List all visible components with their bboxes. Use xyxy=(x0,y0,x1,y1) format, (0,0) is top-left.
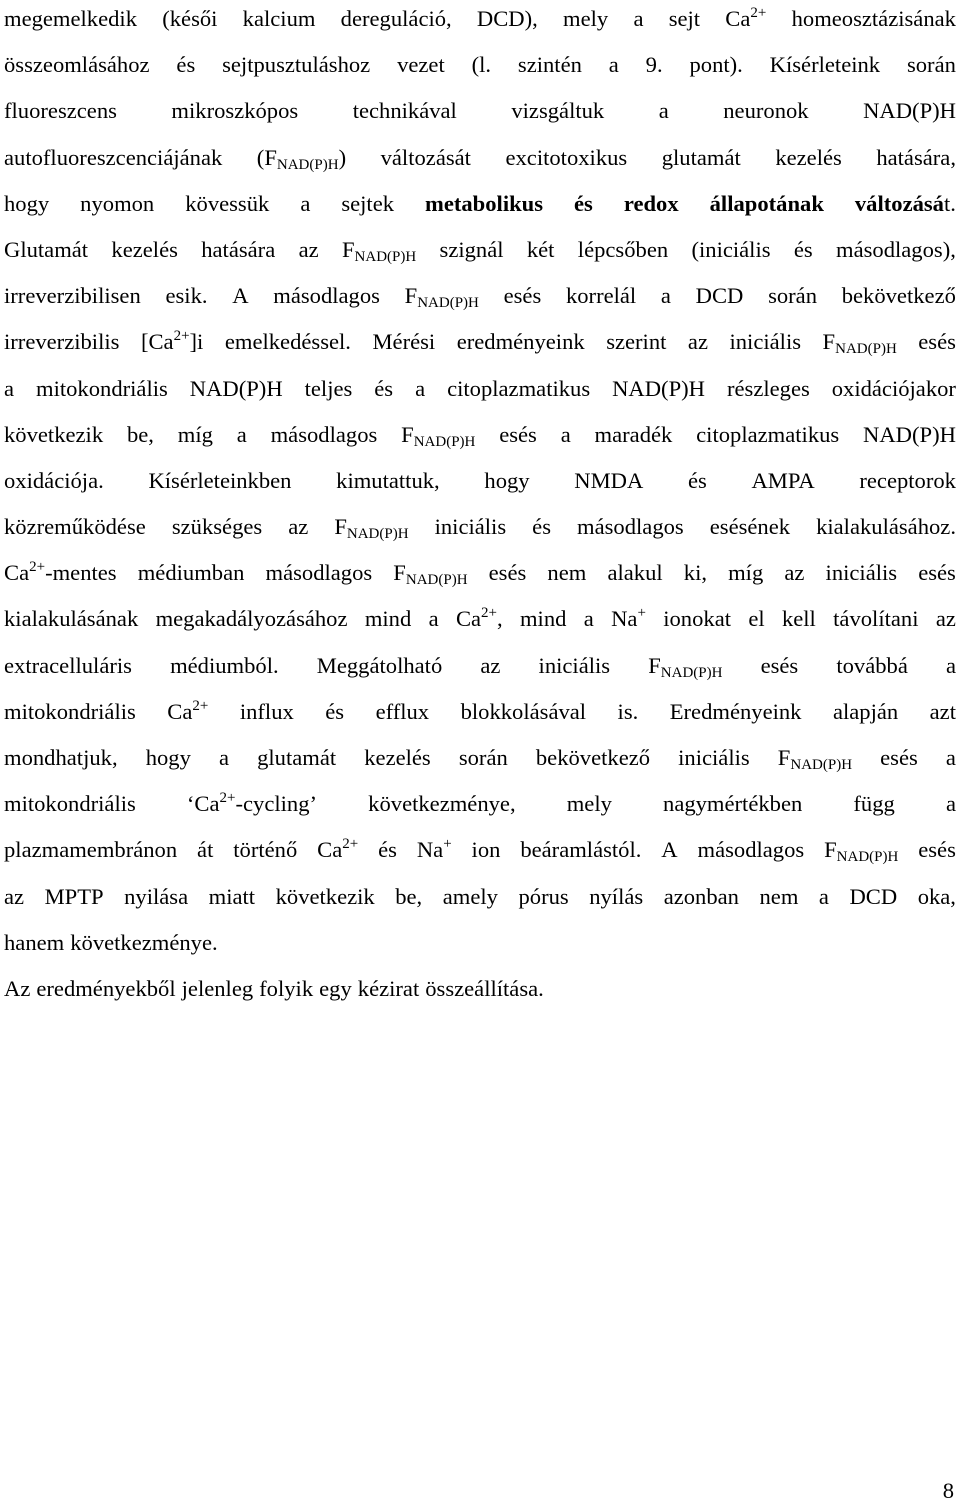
word: iniciális xyxy=(434,514,507,540)
word: nyilása xyxy=(124,883,189,909)
word: a xyxy=(945,652,956,678)
word: hanem xyxy=(4,929,65,955)
word: homeosztázisának xyxy=(791,6,956,31)
word: maradék xyxy=(594,421,673,447)
word: lépcsőben xyxy=(577,236,669,262)
word: Na+ xyxy=(611,605,646,632)
word: Az xyxy=(4,975,31,1001)
word: nagymértékben xyxy=(663,791,803,817)
word: autofluoreszcenciájának xyxy=(4,144,223,170)
word: és xyxy=(793,236,813,262)
word: során xyxy=(458,745,508,770)
word: mitokondriális xyxy=(4,698,136,724)
word: irreverzibilis xyxy=(4,329,120,355)
word: glutamát xyxy=(661,144,741,170)
word: iniciális xyxy=(678,745,750,770)
word: Meggátolható xyxy=(316,652,443,678)
text-line xyxy=(4,643,956,689)
word: hatására xyxy=(201,236,276,262)
word: metabolikus xyxy=(425,190,544,216)
word: $F_{NAD(P)H}$ xyxy=(824,837,899,866)
word: alapján xyxy=(832,698,899,724)
word: mely xyxy=(563,6,609,31)
word: nem xyxy=(759,883,799,909)
text-line xyxy=(4,874,956,920)
text-line xyxy=(4,966,956,1012)
word: médiumban xyxy=(137,560,245,586)
word: NMDA xyxy=(574,467,644,493)
word: mely xyxy=(566,791,612,817)
word: blokkolásával xyxy=(460,698,587,724)
word: esés xyxy=(918,560,956,586)
word: (késői xyxy=(162,6,218,31)
word: DCD xyxy=(695,283,744,309)
word: fluoreszcens xyxy=(4,98,117,124)
word: eredményeink xyxy=(456,329,585,355)
word: a xyxy=(945,791,956,817)
word: esés xyxy=(918,837,956,863)
word: pont). xyxy=(689,52,743,78)
word: azt xyxy=(929,698,956,724)
word: Kísérleteink xyxy=(769,52,881,78)
word: a xyxy=(583,606,594,632)
word: mind xyxy=(519,606,567,632)
word: Eredményeink xyxy=(669,698,802,724)
word: át xyxy=(197,837,214,863)
word: a xyxy=(428,606,439,632)
word: az xyxy=(288,514,309,540)
word: nem xyxy=(547,560,587,586)
word: NAD(P)H xyxy=(863,421,956,447)
word: kialakulásához. xyxy=(816,514,956,540)
text-line xyxy=(4,689,956,735)
word: összeállítása. xyxy=(425,975,544,1001)
word: NAD(P)H xyxy=(189,375,283,401)
word: a xyxy=(300,190,311,216)
word: hogy xyxy=(484,467,530,493)
word: sejt xyxy=(668,6,701,31)
word: kezelés xyxy=(111,236,178,262)
text-line xyxy=(4,504,956,550)
word: a xyxy=(218,745,229,770)
word: a xyxy=(415,375,426,401)
word: esés xyxy=(760,652,799,678)
word: szükséges xyxy=(171,514,263,540)
word: beáramlástól. xyxy=(520,837,642,863)
word: közreműködése xyxy=(4,514,146,540)
word: hogy xyxy=(4,190,50,216)
word: oxidációjakor xyxy=(831,375,956,401)
word: az xyxy=(298,236,319,262)
word: a xyxy=(660,283,671,309)
word: eredményekből xyxy=(36,975,176,1001)
word: az xyxy=(935,606,956,632)
word: esés xyxy=(918,329,956,355)
word: $Ca^{2+}$ xyxy=(167,697,209,724)
word: dereguláció, xyxy=(340,6,452,31)
word: is. xyxy=(617,698,639,724)
word: citoplazmatikus xyxy=(447,375,591,401)
word: esés xyxy=(880,745,918,770)
word: és xyxy=(532,514,551,540)
word: sejtek xyxy=(341,190,395,216)
word: vizsgáltuk xyxy=(511,98,605,124)
word: technikával xyxy=(352,98,457,124)
word: teljes xyxy=(304,375,353,401)
word: részleges xyxy=(726,375,810,401)
word: másodlagos xyxy=(273,283,380,309)
word: be, xyxy=(395,883,423,909)
word: $F_{NAD(P)H}$ xyxy=(401,421,476,450)
word: Glutamát xyxy=(4,236,89,262)
body-text xyxy=(4,0,956,1012)
word: kell xyxy=(781,606,816,632)
word: az xyxy=(4,883,25,909)
word: Na+ xyxy=(416,836,452,863)
word: megemelkedik xyxy=(4,6,138,31)
word: mikroszkópos xyxy=(171,98,299,124)
word: míg xyxy=(728,560,764,586)
word: médiumból. xyxy=(170,652,279,678)
text-line xyxy=(4,735,956,781)
word: másodlagos xyxy=(270,421,378,447)
word: amely xyxy=(442,883,498,909)
word: $F_{NAD(P)H}$ xyxy=(404,283,479,312)
word: $F_{NAD(P)H}$ xyxy=(648,652,723,681)
text-line xyxy=(4,781,956,827)
word: és xyxy=(574,190,593,216)
word: másodlagos xyxy=(265,560,373,586)
word: esésének xyxy=(709,514,791,540)
word: következik xyxy=(275,883,375,909)
word: összeomlásához xyxy=(4,52,150,78)
word: folyik xyxy=(259,975,314,1001)
word: A xyxy=(232,283,249,309)
word: hogy xyxy=(145,745,191,770)
word: az xyxy=(687,329,708,355)
word: jelenleg xyxy=(181,975,254,1001)
text-line xyxy=(4,550,956,596)
text-line xyxy=(4,273,956,319)
word: sejtpusztuláshoz xyxy=(222,52,371,78)
word: alakul xyxy=(607,560,663,586)
word: változását xyxy=(380,144,471,170)
text-line xyxy=(4,227,956,273)
word: mitokondriális xyxy=(4,791,136,817)
word: az xyxy=(784,560,805,586)
word: (iniciális xyxy=(691,236,771,262)
word: $Ca^{2+}$-mentes xyxy=(4,559,117,586)
word: $F_{NAD(P)H}$ xyxy=(341,236,417,265)
text-line xyxy=(4,366,956,412)
word: $[Ca^{2+}]i$ xyxy=(140,328,204,355)
word: kézirat xyxy=(357,975,420,1001)
word: plazmamembránon xyxy=(4,837,178,863)
word: excitotoxikus xyxy=(505,144,628,170)
word: irreverzibilisen xyxy=(4,283,141,309)
text-line xyxy=(4,0,956,42)
word: kalcium xyxy=(242,6,316,31)
word: vezet xyxy=(397,52,445,78)
word: miatt xyxy=(208,883,256,909)
page-number: 8 xyxy=(942,1478,954,1503)
word: és xyxy=(374,375,394,401)
word: iniciális xyxy=(538,652,611,678)
word: a xyxy=(4,375,15,401)
word: neuronok xyxy=(723,98,809,124)
word: esik. xyxy=(165,283,208,309)
text-line xyxy=(4,920,956,966)
word: hatására, xyxy=(876,144,956,170)
word: AMPA xyxy=(751,467,815,493)
word: bekövetkező xyxy=(535,745,651,770)
word: citoplazmatikus xyxy=(696,421,840,447)
word: Kísérleteinkben xyxy=(148,467,292,493)
word: kezelés xyxy=(775,144,842,170)
word: szintén xyxy=(517,52,582,78)
word: a xyxy=(818,883,829,909)
word: és xyxy=(378,837,397,863)
word: és xyxy=(325,698,345,724)
word: szignál xyxy=(439,236,504,262)
word: glutamát xyxy=(257,745,337,770)
word: esés xyxy=(499,421,537,447)
word: esés xyxy=(503,283,542,309)
word: oxidációja. xyxy=(4,467,104,493)
word: állapotának xyxy=(709,190,824,216)
word: szerint xyxy=(606,329,667,355)
word: azonban xyxy=(663,883,739,909)
word: során xyxy=(906,52,956,78)
word: ionokat xyxy=(663,606,732,632)
word: DCD xyxy=(849,883,898,909)
text-line xyxy=(4,135,956,181)
word: $(F_{NAD(P)H})$ xyxy=(256,144,347,173)
word: $F_{NAD(P)H}$ xyxy=(334,514,409,543)
word: NAD(P)H xyxy=(612,375,705,401)
word: nyílás xyxy=(589,883,644,909)
word: a xyxy=(236,421,247,447)
word: távolítani xyxy=(833,606,919,632)
word: során xyxy=(768,283,818,309)
word: kialakulásának xyxy=(4,606,139,632)
word: 9. xyxy=(645,52,663,78)
word: ion xyxy=(471,837,501,863)
word: mind xyxy=(364,606,412,632)
text-line xyxy=(4,596,956,642)
word: a xyxy=(560,421,571,447)
word: redox xyxy=(623,190,679,216)
word: nyomon xyxy=(80,190,155,216)
word: a xyxy=(945,745,956,770)
word: be, xyxy=(126,421,154,447)
word: két xyxy=(526,236,555,262)
word: következménye. xyxy=(70,929,218,955)
word: $F_{NAD(P)H}$ xyxy=(822,329,897,358)
word: Mérési xyxy=(372,329,436,355)
word: kezelés xyxy=(364,745,431,770)
word: esés xyxy=(488,560,527,586)
word: DCD), xyxy=(476,6,538,31)
word: ki, xyxy=(683,560,707,586)
word: A xyxy=(661,837,678,863)
word: következik xyxy=(4,421,104,447)
word: $Ca^{2+}$, xyxy=(455,605,503,632)
word: másodlagos xyxy=(697,837,805,863)
word: másodlagos), xyxy=(836,236,956,262)
word: iniciális xyxy=(729,329,802,355)
word: a xyxy=(608,52,619,78)
word: el xyxy=(748,606,765,632)
word: míg xyxy=(177,421,213,447)
word: és xyxy=(687,467,707,493)
word: másodlagos xyxy=(577,514,684,540)
word: függ xyxy=(853,791,895,817)
word: influx xyxy=(239,698,294,724)
word: iniciális xyxy=(825,560,898,586)
word: a xyxy=(633,6,644,31)
text-line xyxy=(4,88,956,134)
word: következménye, xyxy=(368,791,516,817)
word: továbbá xyxy=(836,652,908,678)
word: mondhatjuk, xyxy=(4,745,118,770)
word: és xyxy=(176,52,196,78)
word: efflux xyxy=(375,698,430,724)
text-line xyxy=(4,412,956,458)
word: $F_{NAD(P)H}$ xyxy=(777,745,853,773)
word: kimutattuk, xyxy=(336,467,440,493)
word: történő xyxy=(233,837,298,863)
word: MPTP xyxy=(44,883,104,909)
word: $Ca^{2+}$ xyxy=(317,836,359,863)
word: korrelál xyxy=(565,283,637,309)
word: megakadályozásához xyxy=(155,606,348,632)
word: (l. xyxy=(471,52,492,78)
word: mitokondriális xyxy=(36,375,168,401)
word: emelkedéssel. xyxy=(224,329,351,355)
word: a xyxy=(658,98,669,124)
word: pórus xyxy=(518,883,569,909)
word: bekövetkező xyxy=(841,283,956,309)
word: az xyxy=(480,652,501,678)
text-line xyxy=(4,42,956,88)
text-line xyxy=(4,319,956,365)
word: NAD(P)H xyxy=(863,98,956,124)
word: $F_{NAD(P)H}$ xyxy=(393,560,468,589)
word: receptorok xyxy=(859,467,956,493)
word: oka, xyxy=(917,883,956,909)
text-line xyxy=(4,458,956,504)
word: egy xyxy=(319,975,352,1001)
text-line xyxy=(4,181,956,227)
word: kövessük xyxy=(185,190,270,216)
word: ‘$Ca^{2+}$-cycling’ xyxy=(186,790,318,817)
word: $Ca^{2+}$ xyxy=(725,5,767,31)
word: változását. xyxy=(854,190,956,216)
text-line xyxy=(4,827,956,873)
word: extracelluláris xyxy=(4,652,132,678)
